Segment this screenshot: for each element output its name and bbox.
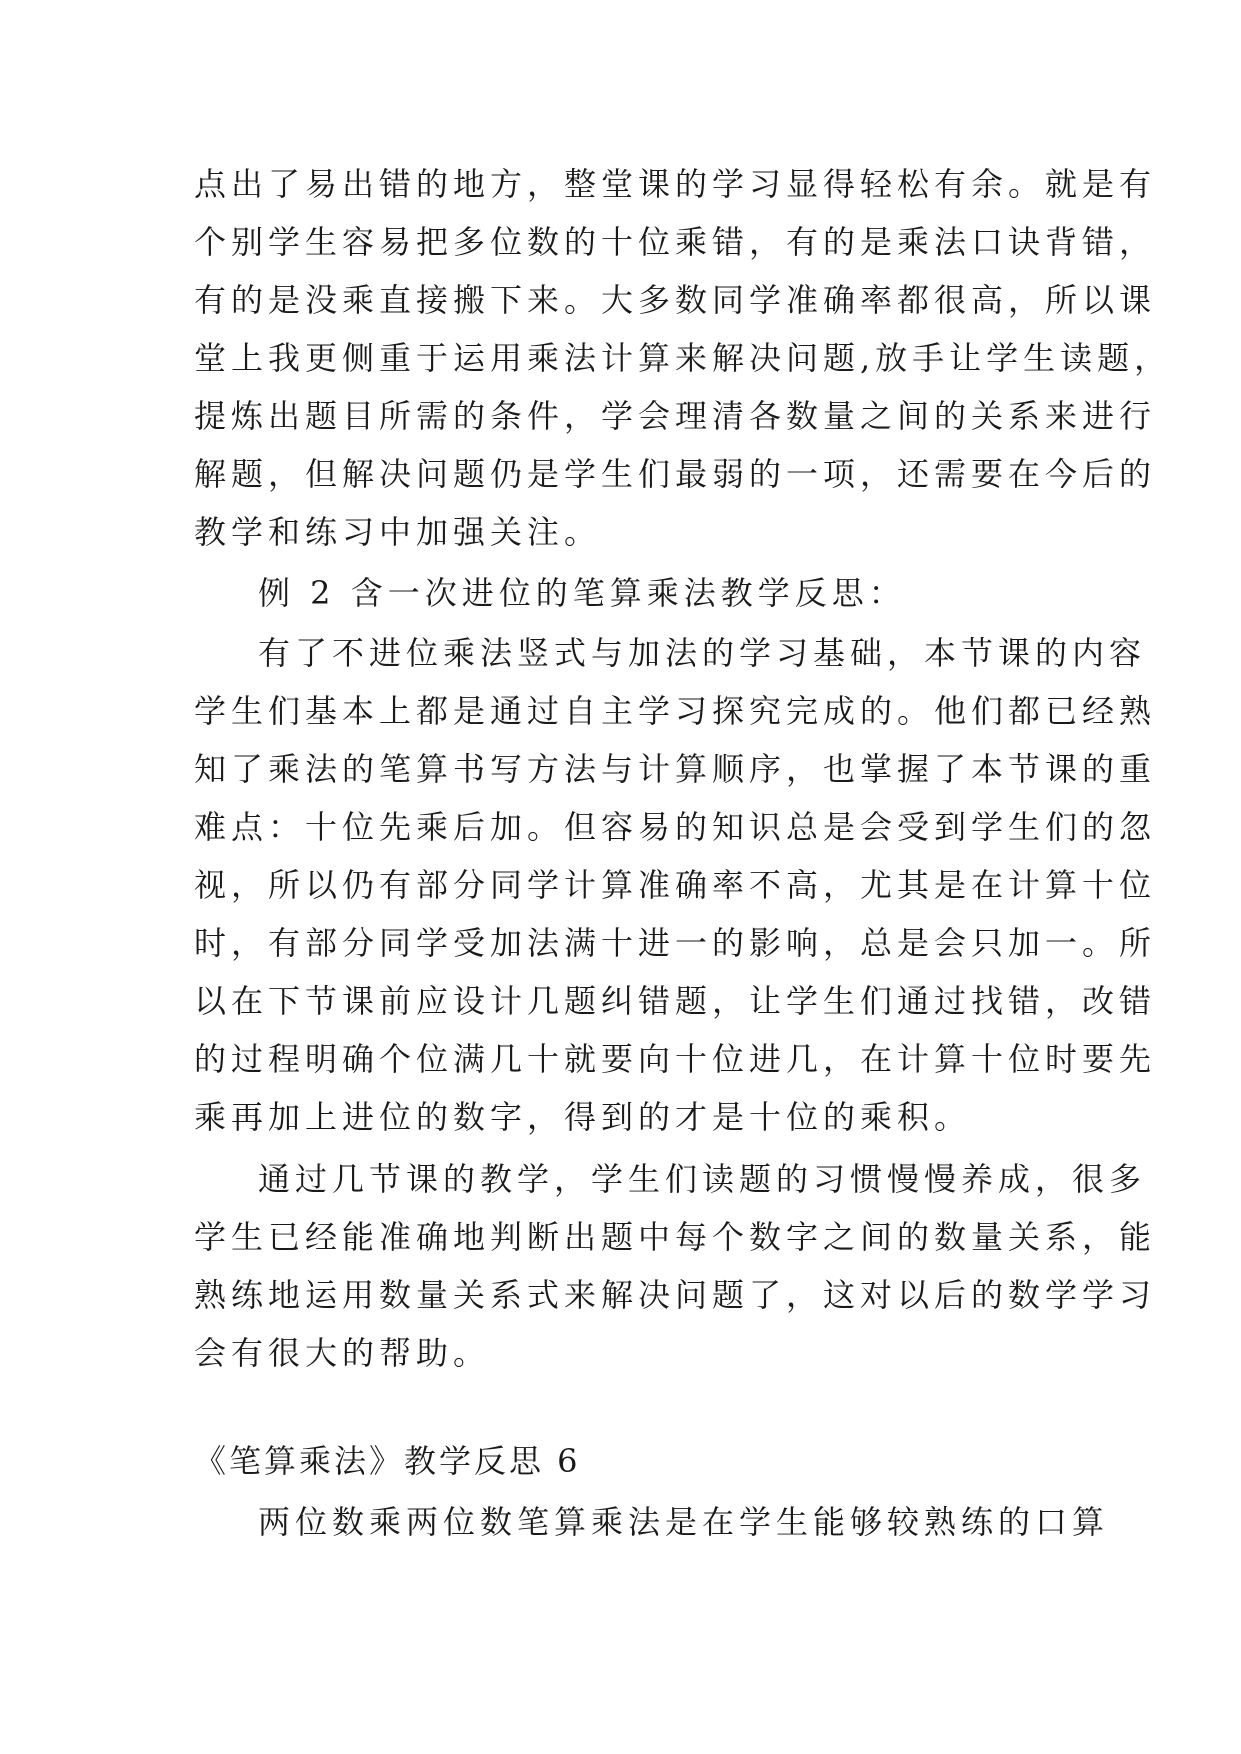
paragraph-line: 乘再加上进位的数字，得到的才是十位的乘积。: [194, 1098, 972, 1136]
paragraph-line: 难点：十位先乘后加。但容易的知识总是会受到学生们的忽: [194, 808, 1157, 846]
paragraph-line: 通过几节课的教学，学生们读题的习惯慢慢养成，很多: [258, 1160, 1147, 1198]
paragraph-line: 熟练地运用数量关系式来解决问题了，这对以后的数学学习: [194, 1276, 1157, 1314]
paragraph-line: 时，有部分同学受加法满十进一的影响，总是会只加一。所: [194, 924, 1157, 962]
paragraph-line: 会有很大的帮助。: [194, 1334, 491, 1372]
paragraph-line: 学生已经能准确地判断出题中每个数字之间的数量关系，能: [194, 1218, 1157, 1256]
example-title: 例 2 含一次进位的笔算乘法教学反思：: [258, 574, 906, 612]
paragraph-line: 教学和练习中加强关注。: [194, 513, 602, 551]
paragraph-line: 的过程明确个位满几十就要向十位进几，在计算十位时要先: [194, 1040, 1157, 1078]
paragraph-line: 知了乘法的笔算书写方法与计算顺序，也掌握了本节课的重: [194, 750, 1157, 788]
paragraph-line: 解题，但解决问题仍是学生们最弱的一项，还需要在今后的: [194, 455, 1157, 493]
paragraph-line: 有的是没乘直接搬下来。大多数同学准确率都很高，所以课: [194, 281, 1157, 319]
paragraph-line: 学生们基本上都是通过自主学习探究完成的。他们都已经熟: [194, 692, 1157, 730]
paragraph-line: 视，所以仍有部分同学计算准确率不高，尤其是在计算十位: [194, 866, 1157, 904]
paragraph-line: 点出了易出错的地方，整堂课的学习显得轻松有余。就是有: [194, 165, 1157, 203]
paragraph-line: 提炼出题目所需的条件，学会理清各数量之间的关系来进行: [194, 397, 1157, 435]
paragraph-line: 个别学生容易把多位数的十位乘错，有的是乘法口诀背错，: [194, 223, 1157, 261]
paragraph-line: 两位数乘两位数笔算乘法是在学生能够较熟练的口算: [258, 1503, 1110, 1541]
section-heading: 《笔算乘法》教学反思 6: [194, 1442, 581, 1480]
paragraph-line: 以在下节课前应设计几题纠错题，让学生们通过找错，改错: [194, 982, 1157, 1020]
paragraph-line: 有了不进位乘法竖式与加法的学习基础，本节课的内容: [258, 634, 1147, 672]
paragraph-line: 堂上我更侧重于运用乘法计算来解决问题,放手让学生读题，: [194, 339, 1172, 377]
